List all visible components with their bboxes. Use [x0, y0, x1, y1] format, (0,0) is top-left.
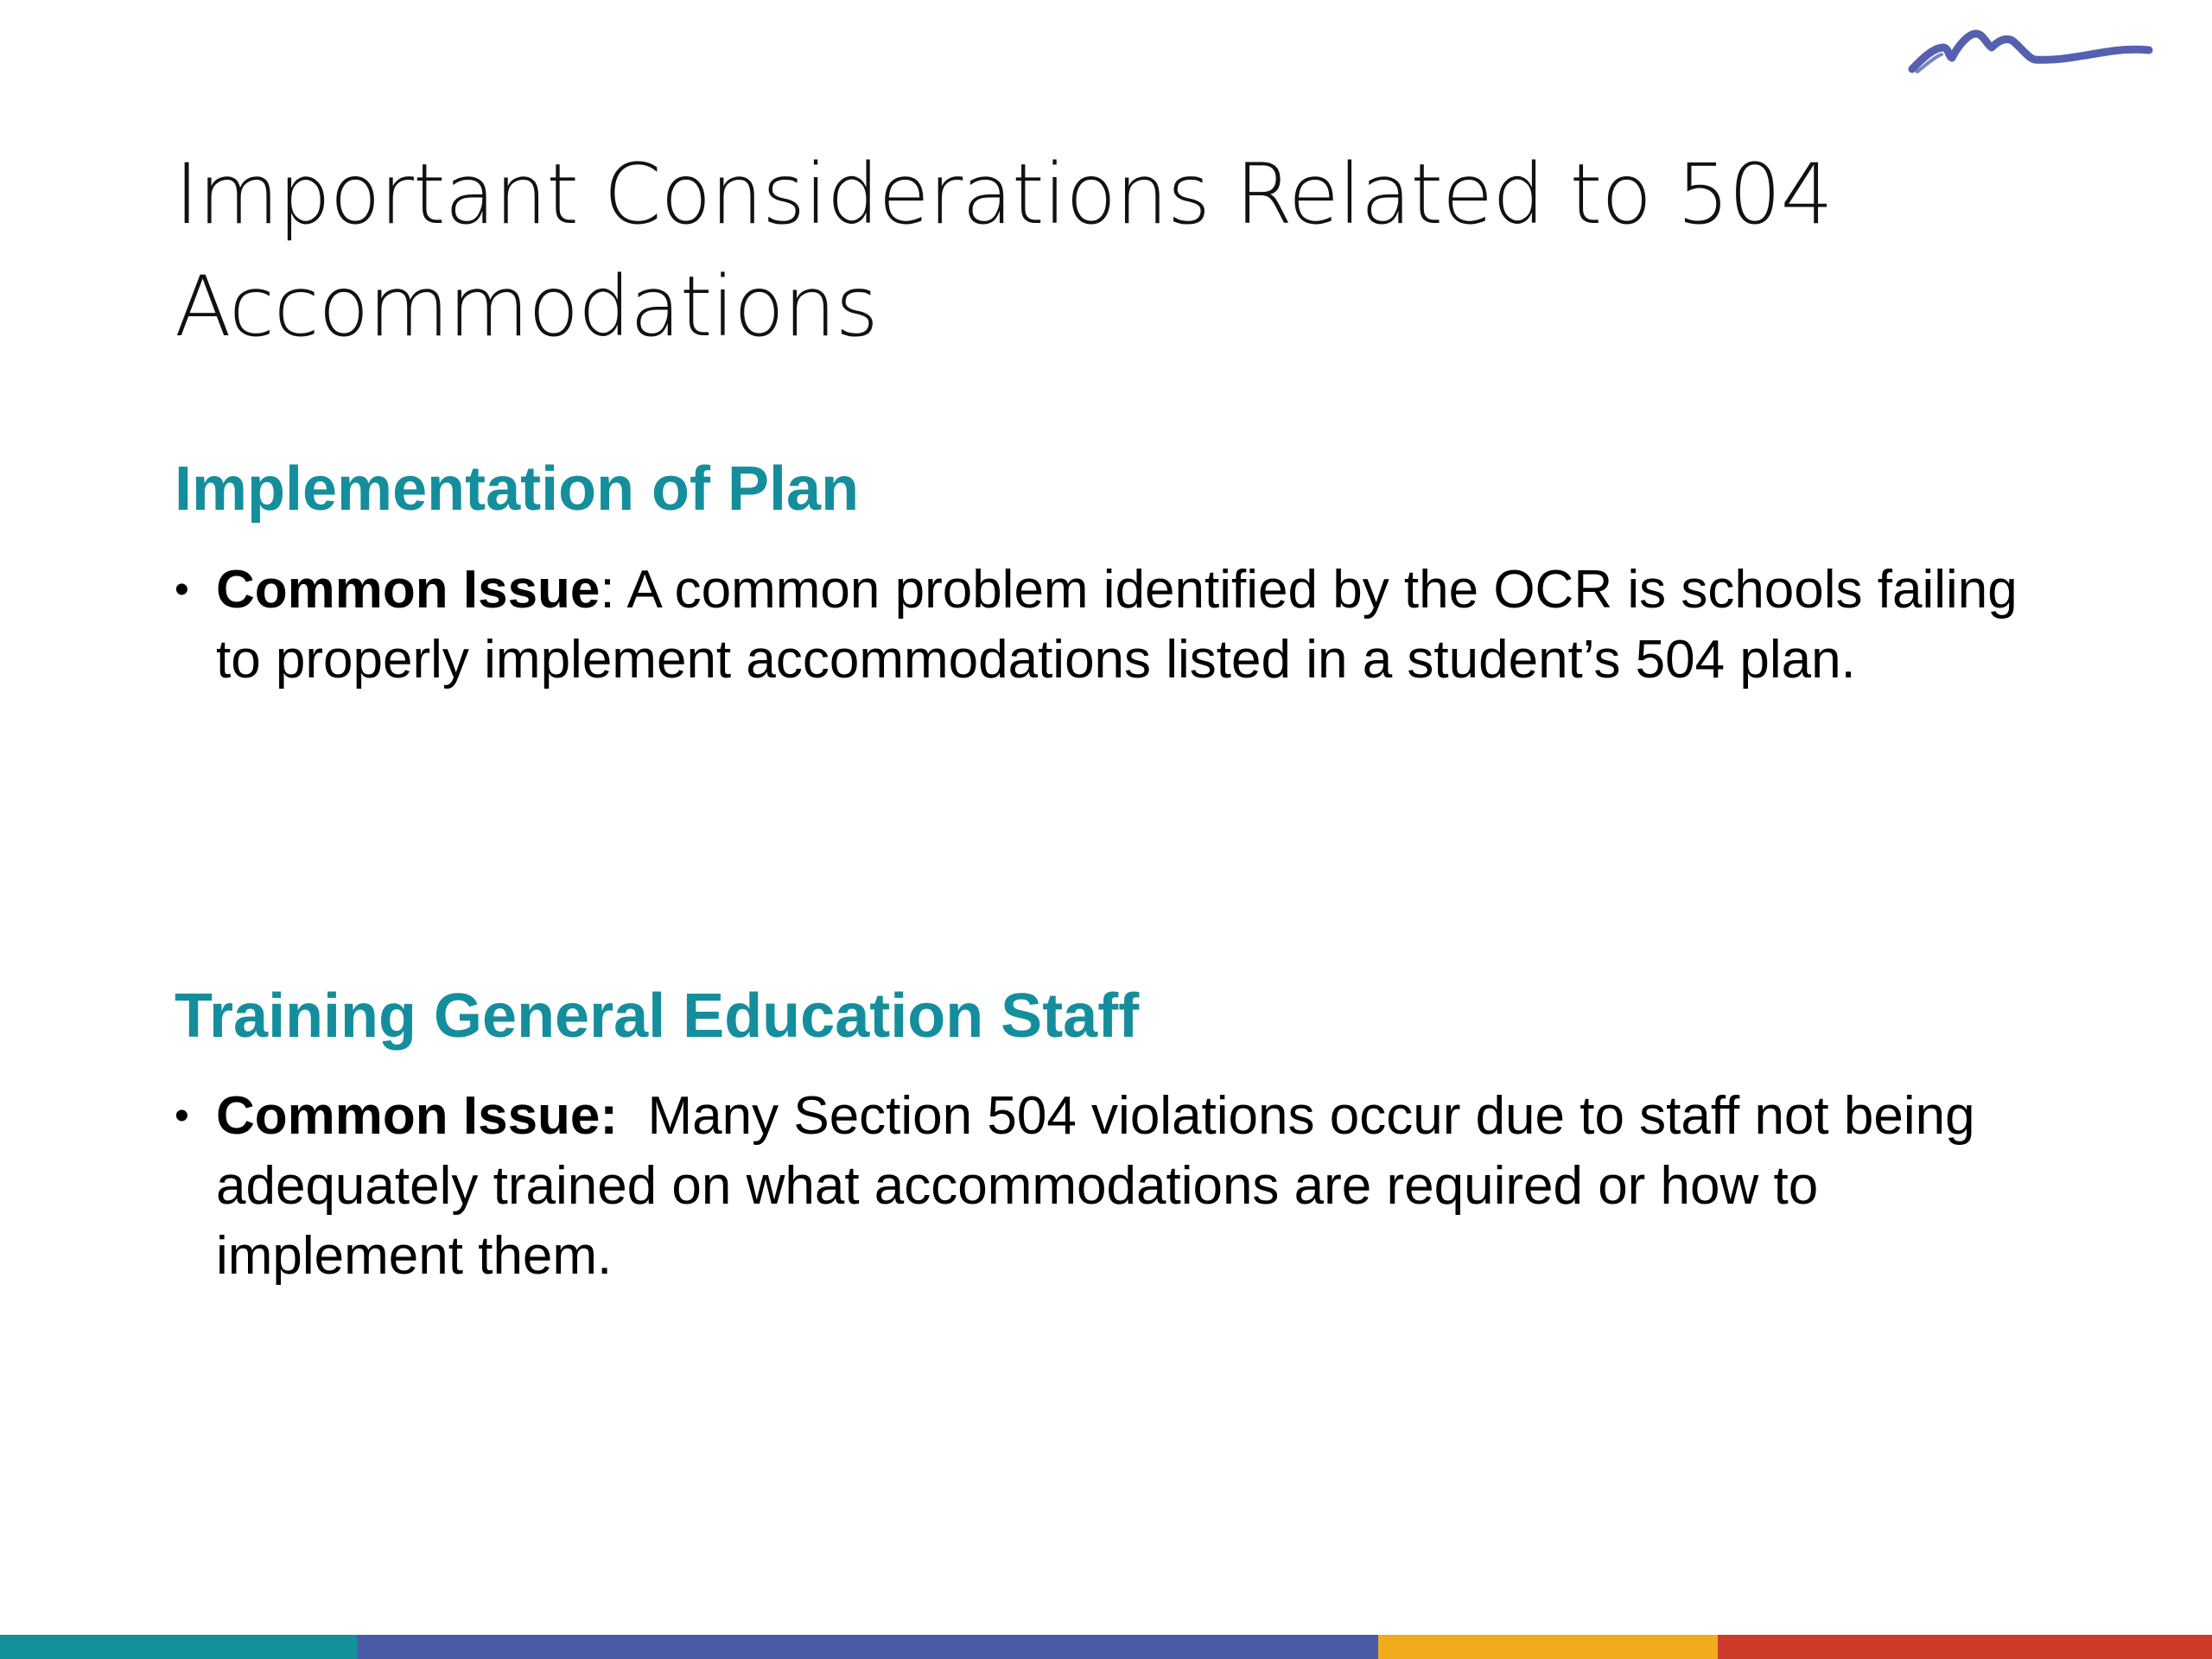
bullet-dot: •: [175, 567, 189, 613]
footer-segment-red: [1718, 1635, 2212, 1659]
bullet-text: [216, 1081, 2032, 1291]
mountain-logo-icon: [1905, 22, 2156, 82]
bullet-label: Common Issue:: [216, 1086, 619, 1146]
bullet-text: [216, 555, 2032, 695]
footer-segment-gold: [1378, 1635, 1718, 1659]
bullet-separator: :: [600, 560, 615, 620]
section-heading-training: Training General Education Staff: [175, 982, 1140, 1051]
bullet-dot: •: [175, 1093, 189, 1139]
slide-title: Important Considerations Related to 504 Accommodations: [175, 146, 1833, 355]
bullet-body: A common problem identified by the OCR is schools failing to properly implement accommodations listed in a student’s 504 plan.: [216, 560, 2018, 690]
footer-segment-teal: [0, 1635, 357, 1659]
footer-color-bar: [0, 1635, 2212, 1659]
footer-segment-blue: [357, 1635, 1378, 1659]
bullet-item-training: [175, 1081, 2032, 1291]
bullet-label: Common Issue: [216, 560, 601, 620]
bullet-item-implementation: [175, 555, 2032, 695]
bullet-body: Many Section 504 violations occur due to staff not being adequately trained on what accommodations are required or how to implement them.: [216, 1086, 1975, 1286]
section-heading-implementation: Implementation of Plan: [175, 454, 860, 524]
